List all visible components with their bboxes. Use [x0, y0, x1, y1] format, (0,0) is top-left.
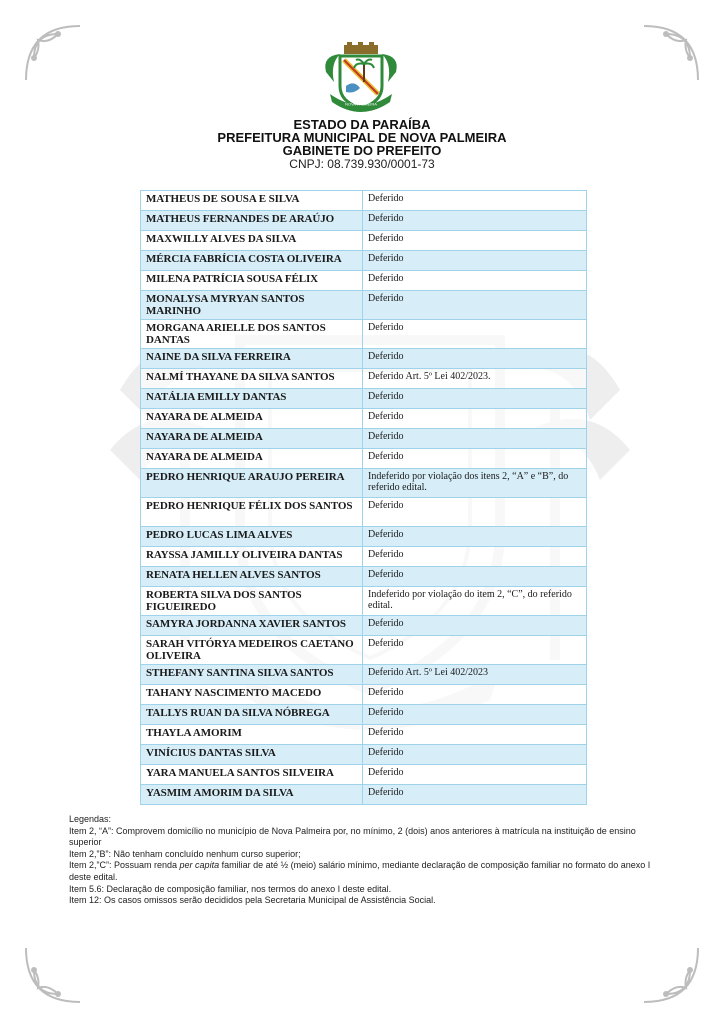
table-row: [141, 527, 587, 547]
status-cell: Deferido: [363, 320, 587, 349]
applicant-name-cell: VINÍCIUS DANTAS SILVA: [141, 745, 363, 765]
table-row: [141, 665, 587, 685]
corner-ornament-top-right-icon: [636, 18, 706, 88]
table-row: [141, 616, 587, 636]
cnpj-line: CNPJ: 08.739.930/0001-73: [289, 157, 435, 171]
legend-item-12: Item 12: Os casos omissos serão decididos pela Secretaria Municipal de Assistência Social.: [69, 895, 436, 906]
table-row: [141, 191, 587, 211]
status-cell: Deferido: [363, 527, 587, 547]
status-cell: Deferido: [363, 231, 587, 251]
applicant-name-cell: TAHANY NASCIMENTO MACEDO: [141, 685, 363, 705]
status-cell: Deferido: [363, 271, 587, 291]
legend: [69, 814, 669, 907]
corner-ornament-top-left-icon: [18, 18, 88, 88]
table-row: [141, 725, 587, 745]
table-row: [141, 389, 587, 409]
state-heading: ESTADO DA PARAÍBA: [293, 117, 431, 132]
applicant-name-cell: NALMÍ THAYANE DA SILVA SANTOS: [141, 369, 363, 389]
applicant-name-cell: TALLYS RUAN DA SILVA NÓBREGA: [141, 705, 363, 725]
status-cell: Deferido Art. 5º Lei 402/2023.: [363, 369, 587, 389]
applicant-name-cell: MATHEUS DE SOUSA E SILVA: [141, 191, 363, 211]
applicant-name-cell: MÉRCIA FABRÍCIA COSTA OLIVEIRA: [141, 251, 363, 271]
applicant-name-cell: YARA MANUELA SANTOS SILVEIRA: [141, 765, 363, 785]
applicant-name-cell: NAYARA DE ALMEIDA: [141, 409, 363, 429]
applicant-name-cell: ROBERTA SILVA DOS SANTOS FIGUEIREDO: [141, 587, 363, 616]
status-cell: Deferido: [363, 498, 587, 527]
status-cell: Indeferido por violação dos itens 2, “A” e “B”, do referido edital.: [363, 469, 587, 498]
applicant-name-cell: RENATA HELLEN ALVES SANTOS: [141, 567, 363, 587]
table-row: [141, 567, 587, 587]
table-row: [141, 320, 587, 349]
applicant-name-cell: MATHEUS FERNANDES DE ARAÚJO: [141, 211, 363, 231]
status-cell: Deferido: [363, 785, 587, 805]
status-cell: Deferido: [363, 765, 587, 785]
applicant-name-cell: RAYSSA JAMILLY OLIVEIRA DANTAS: [141, 547, 363, 567]
applicant-name-cell: NAINE DA SILVA FERREIRA: [141, 349, 363, 369]
table-row: [141, 251, 587, 271]
applicant-name-cell: THAYLA AMORIM: [141, 725, 363, 745]
status-cell: Deferido: [363, 251, 587, 271]
svg-text:NOVA PALMEIRA: NOVA PALMEIRA: [345, 101, 377, 107]
status-cell: Deferido: [363, 547, 587, 567]
coat-of-arms-icon: [320, 42, 402, 118]
applicant-name-cell: MONALYSA MYRYAN SANTOS MARINHO: [141, 291, 363, 320]
status-cell: Deferido: [363, 291, 587, 320]
table-row: [141, 349, 587, 369]
corner-ornament-bottom-right-icon: [636, 940, 706, 1010]
table-row: [141, 498, 587, 527]
table-row: [141, 785, 587, 805]
table-row: [141, 685, 587, 705]
status-cell: Indeferido por violação do item 2, “C”, do referido edital.: [363, 587, 587, 616]
applicant-name-cell: MILENA PATRÍCIA SOUSA FÉLIX: [141, 271, 363, 291]
legend-title: Legendas:: [69, 814, 112, 824]
applicant-name-cell: YASMIM AMORIM DA SILVA: [141, 785, 363, 805]
legend-item-2c: Item 2,”C”: Possuam renda per capita familiar de até ½ (meio) salário mínimo, mediante declaração de composição familiar no formato do anexo I deste edital.: [69, 860, 651, 882]
table-row: [141, 705, 587, 725]
applicant-name-cell: SARAH VITÓRYA MEDEIROS CAETANO OLIVEIRA: [141, 636, 363, 665]
table-row: [141, 765, 587, 785]
table-row: [141, 636, 587, 665]
legend-item-2b: Item 2,”B”: Não tenham concluído nenhum curso superior;: [69, 848, 301, 859]
table-row: [141, 547, 587, 567]
applicant-name-cell: NATÁLIA EMILLY DANTAS: [141, 389, 363, 409]
status-cell: Deferido: [363, 685, 587, 705]
status-cell: Deferido: [363, 705, 587, 725]
applicant-name-cell: SAMYRA JORDANNA XAVIER SANTOS: [141, 616, 363, 636]
office-heading: GABINETE DO PREFEITO: [282, 143, 442, 158]
applicant-name-cell: PEDRO HENRIQUE FÉLIX DOS SANTOS: [141, 498, 363, 527]
status-cell: Deferido: [363, 567, 587, 587]
prefecture-heading: PREFEITURA MUNICIPAL DE NOVA PALMEIRA: [217, 130, 507, 145]
table-row: [141, 231, 587, 251]
status-cell: Deferido: [363, 745, 587, 765]
status-cell: Deferido: [363, 725, 587, 745]
table-row: [141, 449, 587, 469]
document-header: [0, 118, 724, 171]
table-row: [141, 745, 587, 765]
corner-ornament-bottom-left-icon: [18, 940, 88, 1010]
table-row: [141, 211, 587, 231]
applicant-name-cell: STHEFANY SANTINA SILVA SANTOS: [141, 665, 363, 685]
legend-item-2a: Item 2, “A”: Comprovem domicílio no município de Nova Palmeira por, no mínimo, 2 (dois) anos anteriores à matrícula na instituição de ensino superior: [69, 825, 636, 848]
table-row: [141, 429, 587, 449]
status-cell: Deferido: [363, 616, 587, 636]
legend-item-5-6: Item 5.6: Declaração de composição familiar, nos termos do anexo I deste edital.: [69, 883, 392, 894]
status-cell: Deferido: [363, 191, 587, 211]
status-cell: Deferido: [363, 429, 587, 449]
status-cell: Deferido: [363, 211, 587, 231]
table-row: [141, 291, 587, 320]
status-cell: Deferido: [363, 349, 587, 369]
results-table-body: [141, 191, 587, 805]
applicant-name-cell: MORGANA ARIELLE DOS SANTOS DANTAS: [141, 320, 363, 349]
status-cell: Deferido: [363, 409, 587, 429]
table-row: [141, 409, 587, 429]
applicant-name-cell: NAYARA DE ALMEIDA: [141, 429, 363, 449]
table-row: [141, 587, 587, 616]
applicant-name-cell: PEDRO HENRIQUE ARAUJO PEREIRA: [141, 469, 363, 498]
table-row: [141, 369, 587, 389]
status-cell: Deferido: [363, 449, 587, 469]
status-cell: Deferido: [363, 389, 587, 409]
applicant-name-cell: NAYARA DE ALMEIDA: [141, 449, 363, 469]
table-row: [141, 271, 587, 291]
results-table: [140, 190, 587, 805]
table-row: [141, 469, 587, 498]
status-cell: Deferido Art. 5º Lei 402/2023: [363, 665, 587, 685]
applicant-name-cell: PEDRO LUCAS LIMA ALVES: [141, 527, 363, 547]
status-cell: Deferido: [363, 636, 587, 665]
applicant-name-cell: MAXWILLY ALVES DA SILVA: [141, 231, 363, 251]
